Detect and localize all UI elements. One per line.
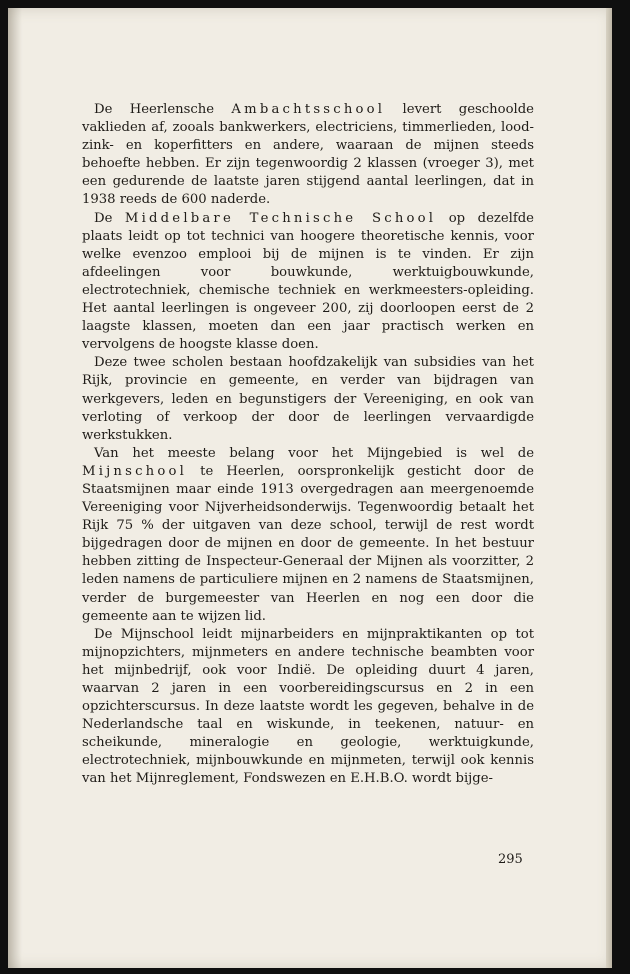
paragraph-curriculum [82, 626, 534, 789]
paragraph-mijnschool [82, 445, 534, 626]
paragraph-text: De Mijnschool leidt mijnarbeiders en mijnpraktikanten op tot mijnopzichters, mijnmeters en andere technische beambten voor het mijnbedrijf, ook voor Indië. De opleiding duurt 4 jaren, waarvan 2 jaren in een voorbereidingscursus en 2 in een opzichterscursus. In deze laatste wordt les gegeven, behalve in de Nederlandsche taal en wiskunde, in teekenen, natuur- en scheikunde, mineralogie en geologie, werktuigkunde, electrotechniek, mijnbouwkunde en mijnmeten, terwijl ook kennis van het Mijnreglement, Fondswezen en E.H.B.O. wordt bijge- [82, 626, 534, 787]
paragraph-text: levert geschoolde vaklieden af, zooals bankwerkers, electriciens, timmerlieden, lood- zink- en koperfitters en andere, waaraan de mijnen steeds behoefte hebben. Er zijn tegenwoordig 2 klassen (vroeger 3), met een gedurende de laatste jaren stijgend aantal leerlingen, dat in 1938 reeds de 600 naderde. [82, 102, 534, 208]
paragraph-text: De Heerlensche [94, 102, 232, 117]
page-edge [606, 8, 612, 968]
spaced-term-mts: Middelbare Technische School [124, 210, 437, 226]
body-text [82, 101, 534, 789]
spaced-term-mijnschool: Mijnschool [82, 463, 188, 479]
spine-shadow [8, 8, 22, 968]
paragraph-text: Deze twee scholen bestaan hoofdzakelijk van subsidies van het Rijk, provincie en gemeente, en verder van bijdragen van werkgevers, leden en begunstigers der Vereeniging, en ook van verloting of verkoop der door de leerlingen vervaardigde werkstukken. [82, 355, 534, 443]
paragraph-text: De [94, 210, 125, 226]
paragraph-text: Van het meeste belang voor het Mijngebied is wel de [94, 445, 534, 461]
paragraph-text: op dezelfde plaats leidt op tot technici van hoogere theoretische kennis, voor welke evenzoo emplooi bij de mijnen is te vinden. Er zijn afdeelingen voor bouwkunde, werktuigbouwkunde, electrotechniek, chemische techniek en werkmeesters-opleiding. Het aantal leerlingen is ongeveer 200, zij doorloopen eerst de 2 laagste klassen, moeten dan een jaar practisch werken en vervolgens de hoogste klasse doen. [82, 210, 534, 353]
page-number: 295 [498, 852, 523, 867]
paragraph-mts [82, 210, 534, 355]
paragraph-ambachtsschool [82, 101, 534, 210]
paragraph-funding [82, 354, 534, 444]
paragraph-text: te Heerlen, oorspronkelijk gesticht door de Staatsmijnen maar einde 1913 overgedragen aan meergenoemde Vereeniging voor Nijverheidsonderwijs. Tegenwoordig betaalt het Rijk 75 % der uitgaven van deze school, terwijl de rest wordt bijgedragen door de mijnen en door de gemeente. In het bestuur hebben zitting de Inspecteur-Generaal der Mijnen als voorzitter, 2 leden namens de particuliere mijnen en 2 namens de Staatsmijnen, verder de burgemeester van Heerlen en nog een door die gemeente aan te wijzen lid. [82, 463, 534, 624]
spaced-term-ambachtsschool: Ambachtsschool [231, 102, 386, 117]
book-page [8, 8, 612, 968]
